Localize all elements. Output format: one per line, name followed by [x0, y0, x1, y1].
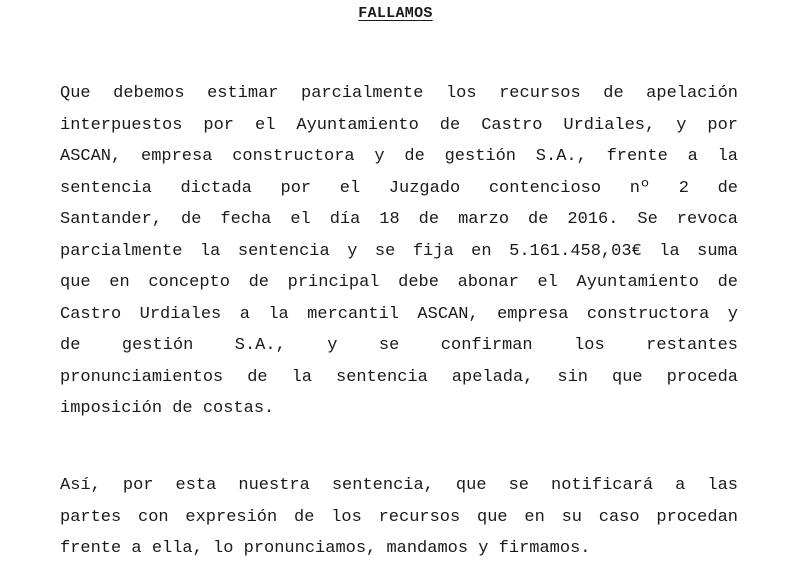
text-line: que en concepto de principal debe abonar el Ayuntamiento de — [60, 273, 738, 292]
text-line: interpuestos por el Ayuntamiento de Castro Urdiales, y por — [60, 115, 738, 135]
text-line: sentencia dictada por el Juzgado contencioso nº 2 de — [60, 178, 738, 198]
document-heading: FALLAMOS — [358, 5, 433, 22]
text-line: partes con expresión de los recursos que en su caso procedan — [60, 507, 738, 527]
text-line: frente a ella, lo pronunciamos, mandamos y firmamos. — [60, 539, 591, 558]
ruling-paragraph — [60, 78, 738, 425]
text-line: Que debemos estimar parcialmente los recursos de apelación — [60, 84, 738, 103]
text-line: de gestión S.A., y se confirman los restantes — [60, 336, 738, 355]
text-line: parcialmente la sentencia y se fija en 5.161.458,03€ la suma — [60, 241, 738, 261]
text-line: Santander, de fecha el día 18 de marzo de 2016. Se revoca — [60, 210, 738, 229]
text-line: pronunciamientos de la sentencia apelada, sin que proceda — [60, 367, 738, 387]
text-line: Así, por esta nuestra sentencia, que se notificará a las — [60, 476, 738, 495]
text-line: imposición de costas. — [60, 399, 275, 418]
closing-paragraph — [60, 470, 738, 565]
text-line: Castro Urdiales a la mercantil ASCAN, empresa constructora y — [60, 304, 738, 324]
text-line: ASCAN, empresa constructora y de gestión S.A., frente a la — [60, 147, 738, 166]
